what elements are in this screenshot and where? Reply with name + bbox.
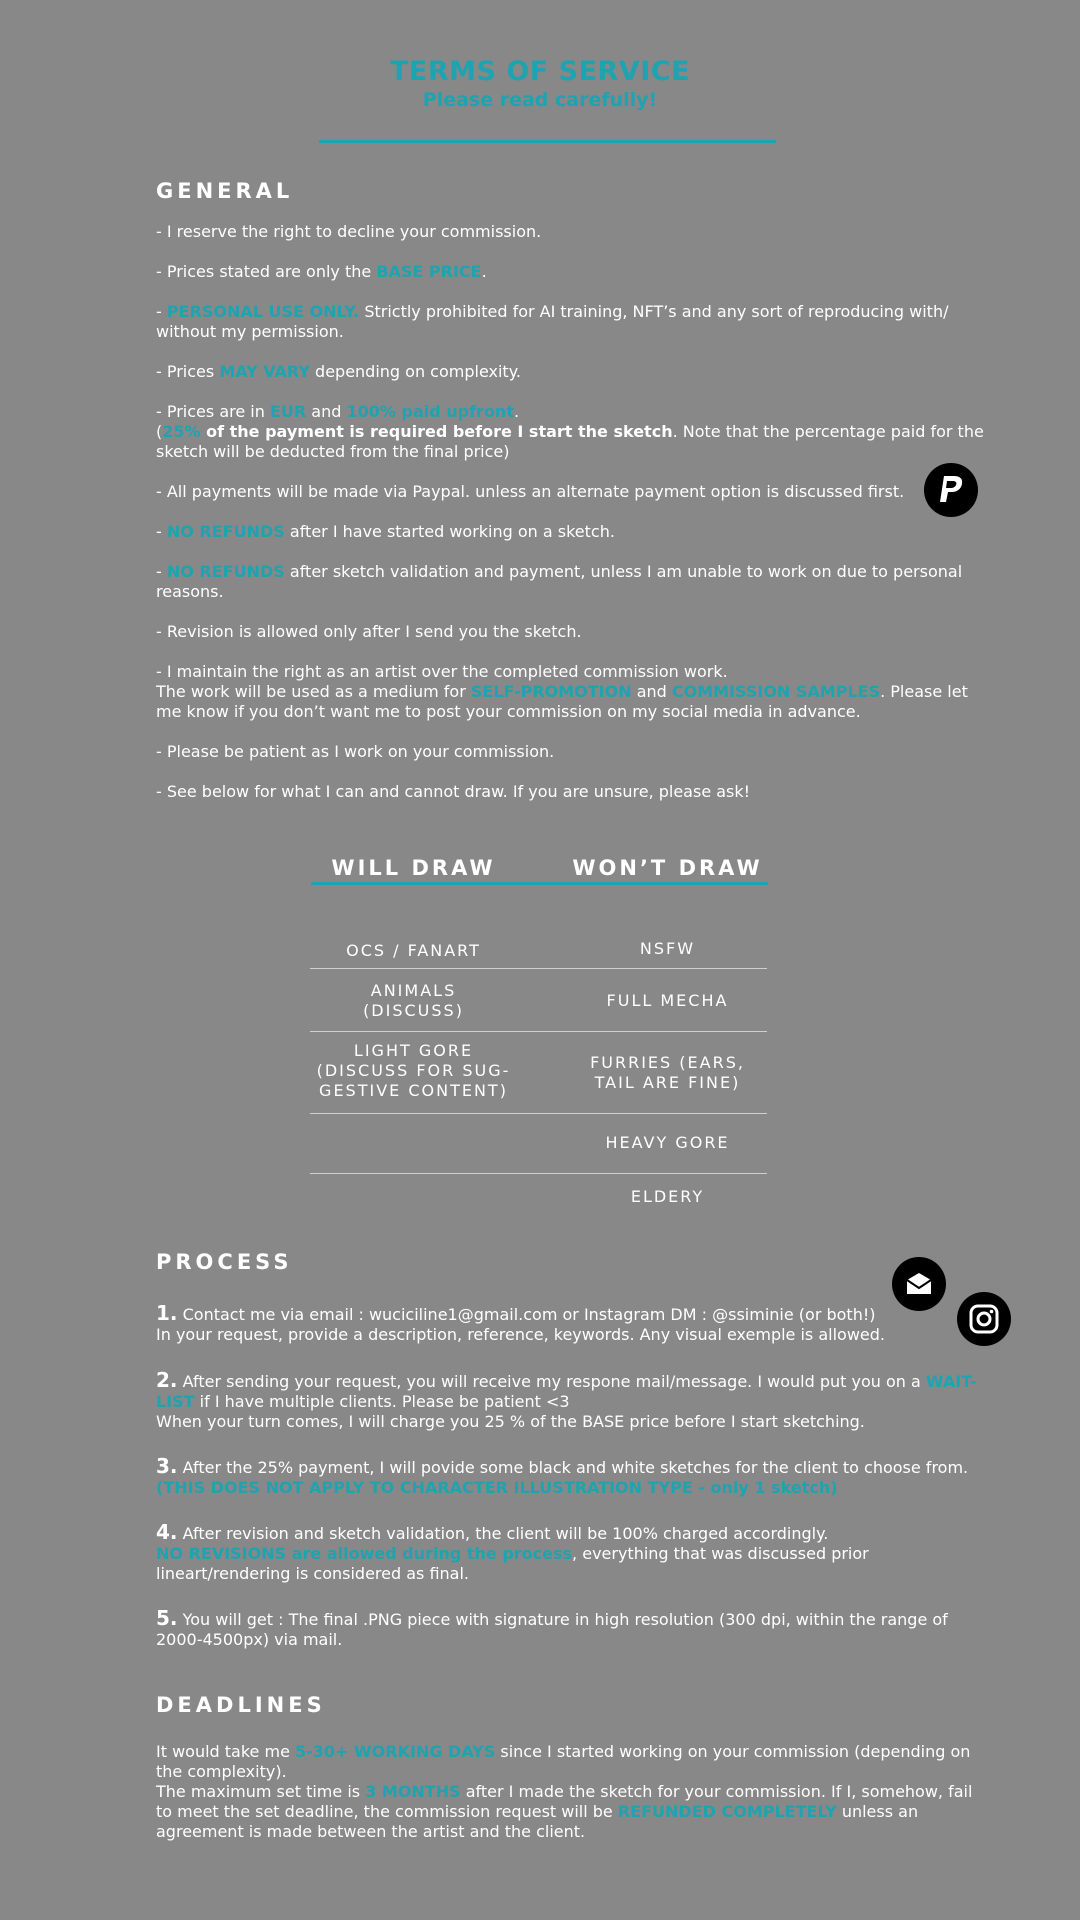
process-step: 3. After the 25% payment, I will povide some black and white sketches for the client to choose from. (THIS DOES NOT APPLY TO CHARACTER ILLUSTRATION TYPE - only 1 sketch) [156, 1454, 969, 1497]
header-divider [319, 140, 776, 143]
general-item: - Prices are in EUR and 100% paid upfront. (25% of the payment is required before I start the sketch. Note that the percentage paid for the sketch will be deducted from the final price) [156, 402, 984, 461]
general-item: - All payments will be made via Paypal. unless an alternate payment option is discussed first. [156, 482, 905, 501]
table-row-divider [310, 1173, 767, 1174]
header [0, 56, 1080, 112]
process-title: PROCESS [156, 1250, 293, 1274]
wont-draw-item: NSFW [639, 939, 696, 958]
general-item: - I maintain the right as an artist over the completed commission work. The work will be used as a medium for SELF-PROMOTION and COMMISSION SAMPLES. Please let me know if you don’t want me to post your commission on my social media in advance. [156, 662, 968, 721]
general-item: - Please be patient as I work on your commission. [156, 742, 555, 761]
general-title: GENERAL [156, 179, 294, 203]
table-row-divider [310, 1031, 767, 1032]
wont-draw-title: WON’T DRAW [572, 856, 763, 880]
process-step: 2. After sending your request, you will receive my respone mail/message. I would put you on a WAIT-LIST if I have multiple clients. Please be patient <3 When your turn comes, I will charge you 25 % of the BASE price before I start sketching. [156, 1368, 977, 1431]
wont-draw-item: HEAVY GORE [605, 1133, 730, 1152]
page-subtitle: Please read carefully! [422, 89, 658, 111]
general-item: - Prices stated are only the BASE PRICE. [156, 262, 487, 281]
paypal-icon[interactable] [924, 463, 978, 517]
general-item: - Revision is allowed only after I send you the sketch. [156, 622, 582, 641]
process-step: 4. After revision and sketch validation, the client will be 100% charged accordingly. NO REVISIONS are allowed during the process, everything that was discussed prior lineart/rendering is considered as final. [156, 1520, 869, 1583]
will-draw-title: WILL DRAW [331, 856, 496, 880]
will-draw-item: ANIMALS (DISCUSS) [363, 981, 464, 1020]
page-title: TERMS OF SERVICE [389, 56, 691, 87]
general-item: - I reserve the right to decline your commission. [156, 222, 542, 241]
table-row-divider [310, 968, 767, 969]
wont-draw-item: FULL MECHA [606, 991, 729, 1010]
general-item: - PERSONAL USE ONLY. Strictly prohibited for AI training, NFT’s and any sort of reproducing with/ without my permission. [156, 302, 949, 341]
will-draw-item: LIGHT GORE (DISCUSS FOR SUG- GESTIVE CONTENT) [316, 1041, 511, 1100]
table-row-divider [310, 1113, 767, 1114]
deadlines-paragraph: It would take me 5-30+ WORKING DAYS since I started working on your commission (depending on the complexity). The maximum set time is 3 MONTHS after I made the sketch for your commission. If I, somehow, fail to meet the set deadline, the commission request will be REFUNDED COMPLETELY unless an agreement is made between the artist and the client. [156, 1742, 973, 1841]
wont-draw-item: FURRIES (EARS, TAIL ARE FINE) [590, 1053, 745, 1092]
general-item: - Prices MAY VARY depending on complexity. [156, 362, 521, 381]
process-step: 5. You will get : The final .PNG piece with signature in high resolution (300 dpi, within the range of 2000-4500px) via mail. [156, 1606, 948, 1649]
will-draw-item: OCS / FANART [346, 941, 481, 960]
process-step: 1. Contact me via email : wuciciline1@gmail.com or Instagram DM : @ssiminie (or both!) In your request, provide a description, reference, keywords. Any visual exemple is allowed. [156, 1301, 885, 1344]
general-item: - See below for what I can and cannot draw. If you are unsure, please ask! [156, 782, 751, 801]
general-item: - NO REFUNDS after sketch validation and payment, unless I am unable to work on due to personal reasons. [156, 562, 963, 601]
wont-draw-item: ELDERY [630, 1187, 705, 1206]
deadlines-title: DEADLINES [156, 1693, 326, 1717]
general-item: - NO REFUNDS after I have started working on a sketch. [156, 522, 615, 541]
draw-table-rule [311, 882, 768, 885]
